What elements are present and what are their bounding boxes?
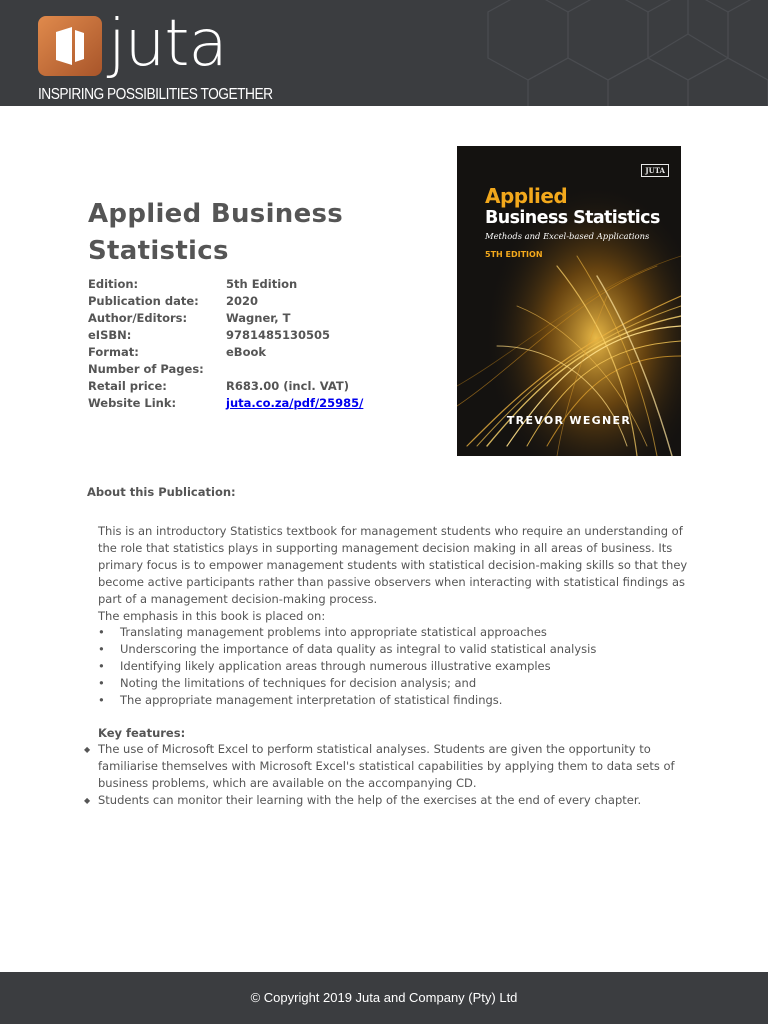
footer (0, 972, 768, 1024)
book-title: Applied Business Statistics (88, 199, 344, 266)
list-item: • Underscoring the importance of data quality as integral to valid statistical analysis (98, 641, 597, 656)
description-text: This is an introductory Statistics textbook for management students who require an understanding of the role that statistics plays in supporting management decision making in all areas of business. Its primary focus is to empower management students with statistical decision-making skills so that they become active participants rather than passive observers when interacting with statistical findings as part of a management decision-making process. (98, 524, 688, 606)
detail-value: 9781485130505 (226, 328, 331, 342)
detail-value: Wagner, T (226, 311, 291, 325)
detail-label: Author/Editors: (88, 311, 188, 325)
detail-row-edition (88, 276, 363, 293)
detail-label: Publication date: (88, 294, 199, 308)
list-item: • The appropriate management interpretation of statistical findings. (98, 692, 503, 707)
hexagon-pattern (468, 0, 768, 106)
detail-row-authors (88, 310, 363, 327)
detail-value: 5th Edition (226, 277, 298, 291)
header-banner (0, 0, 768, 106)
bullet-icon: • (98, 658, 105, 673)
diamond-bullet-icon: ◆ (84, 745, 91, 754)
cover-subtitle: Methods and Excel-based Applications (485, 231, 650, 241)
cover-title-line1: Applied (485, 184, 568, 208)
book-details (88, 276, 363, 412)
bullet-icon: • (98, 692, 105, 707)
about-paragraph (98, 523, 688, 624)
detail-value: eBook (226, 345, 267, 359)
list-item: ◆ The use of Microsoft Excel to perform statistical analyses. Students are given the opportunity to familiarise themselves with Microsoft Excel's statistical capabilities by applying them to data sets of business problems, which are available on the accompanying CD. (84, 742, 675, 790)
cover-edition: 5TH EDITION (485, 250, 543, 259)
key-features-list (84, 741, 694, 810)
cover-publisher-mark: JUTA (641, 164, 669, 177)
detail-row-eisbn (88, 327, 363, 344)
juta-logo-icon (38, 16, 102, 76)
detail-label: Retail price: (88, 379, 167, 393)
detail-row-publication-date (88, 293, 363, 310)
detail-row-pages (88, 361, 363, 378)
detail-label: Website Link: (88, 396, 177, 410)
list-item: • Noting the limitations of techniques for decision analysis; and (98, 675, 477, 690)
cover-title-line2: Business Statistics (485, 208, 660, 228)
detail-label: Number of Pages: (88, 362, 204, 376)
tagline: INSPIRING POSSIBILITIES TOGETHER (38, 86, 273, 103)
detail-value (226, 395, 363, 412)
detail-value: 2020 (226, 294, 259, 308)
bullet-icon: • (98, 625, 105, 639)
detail-row-website (88, 395, 363, 412)
detail-row-format (88, 344, 363, 361)
bullet-icon: • (98, 641, 105, 656)
copyright-text: © Copyright 2019 Juta and Company (Pty) Ltd (250, 990, 518, 1005)
detail-row-price (88, 378, 363, 395)
emphasis-intro: The emphasis in this book is placed on: (98, 608, 326, 623)
list-item: ◆ Students can monitor their learning with the help of the exercises at the end of every chapter. (84, 792, 694, 810)
detail-label: Edition: (88, 277, 139, 291)
key-features-heading: Key features: (98, 726, 186, 740)
book-cover (457, 146, 681, 456)
juta-wordmark: juta (108, 7, 227, 81)
list-item: • Identifying likely application areas through numerous illustrative examples (98, 658, 551, 673)
website-link[interactable]: juta.co.za/pdf/25985/ (226, 396, 364, 410)
cover-author: TREVOR WEGNER (506, 414, 632, 427)
emphasis-list (98, 624, 698, 708)
diamond-bullet-icon: ◆ (84, 795, 91, 805)
detail-label: eISBN: (88, 328, 132, 342)
bullet-icon: • (98, 675, 105, 690)
about-heading: About this Publication: (87, 485, 236, 499)
detail-label: Format: (88, 345, 139, 359)
detail-value: R683.00 (incl. VAT) (226, 379, 349, 393)
list-item: • Translating management problems into appropriate statistical approaches (98, 625, 547, 639)
